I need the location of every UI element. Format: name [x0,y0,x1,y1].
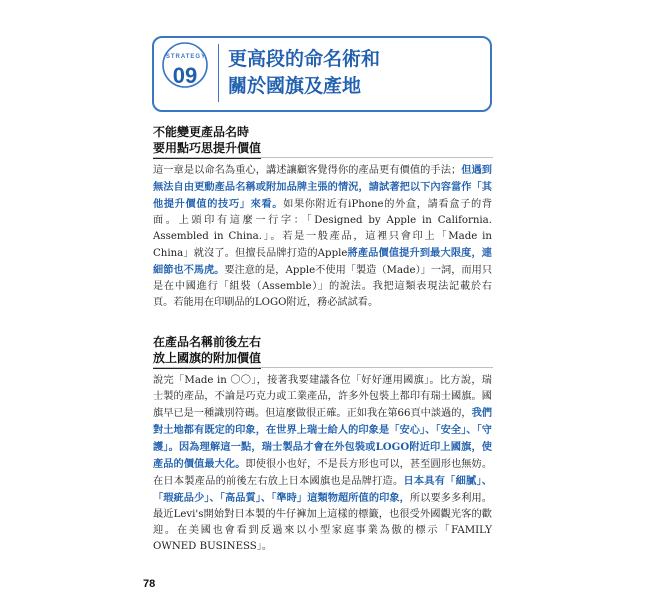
body-text: 說完「Made in 〇〇」，接著我要建議各位「好好運用國旗」。比方說，瑞士製的產品，不論是巧克力或工業產品，許多外包裝上都印有瑞士國旗。國旗早已是一種識別符碼。但這麼做很正確。正如我在第66頁中談過的， [153,375,492,419]
section2-heading-rule [153,367,493,368]
section1-heading [153,124,493,159]
body-text: 所以要多多利用。最近Levi's開始對日本製的牛仔褲加上這樣的標籤，也很受外國觀光客的歡迎。在美國也會看到反過來以小型家庭事業為傲的標示「FAMILY OWNED BUSINESS」。 [153,493,492,552]
section2-heading-line1: 在產品名稱前後左右 [153,335,262,349]
chapter-title-line2: 關於國旗及產地 [228,75,362,97]
highlighted-text: 我們對土地都有既定的印象，在世界上瑞士給人的印象是「安心」、「安全」、「守護」。因為理解這一點，瑞士製品才會在外包裝或LOGO附近印上國旗，使產品的價值最大化。 [153,407,493,470]
chapter-title [228,46,478,100]
section1-heading-rule [153,157,493,158]
highlighted-text: 日本具有「細膩」、「瑕疵品少」、「高品質」、「準時」這類物超所值的印象， [153,475,493,504]
title-divider [218,44,219,102]
page-number: 78 [143,578,156,590]
body-text: 這一章是以命名為重心，講述讓顧客覺得你的產品更有價值的手法； [153,165,462,176]
strategy-badge-label: STRATEGY [165,54,207,60]
section1-paragraph [153,162,492,311]
body-text: 如果你附近有iPhone的外盒，請看盒子的背面。上頭印有這麼一行字：「Designed by Apple in California. Assembled in China.」。若是一般產品，這裡只會印上「Made in China」就沒了。但擅長品牌打造的Apple [153,199,493,259]
highlighted-text: 將產品價值提升到最大限度，連細節也不馬虎。 [153,247,492,276]
section2-paragraph [153,373,492,555]
body-text: 要注意的是，Apple不使用「製造（Made）」一詞，而用只是在中國進行「組裝（Assemble）」的說法。我把這類表現法記載於右頁。若能用在印刷品的LOGO附近，務必試試看。 [153,265,493,308]
section2-heading-line2: 放上國旗的附加價值 [153,350,261,369]
strategy-number: 09 [172,63,198,88]
highlighted-text: 但遇到無法自由更動產品名稱或附加品牌主張的情況，請試著把以下內容當作「其他提升價值的技巧」來看。 [153,164,492,210]
section1-heading-line2: 要用點巧思提升價值 [153,140,261,159]
section1-heading-line1: 不能變更產品名時 [153,125,250,139]
body-text: 即使很小也好，不是長方形也可以，甚至圓形也無妨。在日本製產品的前後左右放上日本國旗也是品牌打造。 [153,459,493,487]
chapter-title-line1: 更高段的命名術和 [228,48,381,70]
section2-heading [153,334,493,369]
